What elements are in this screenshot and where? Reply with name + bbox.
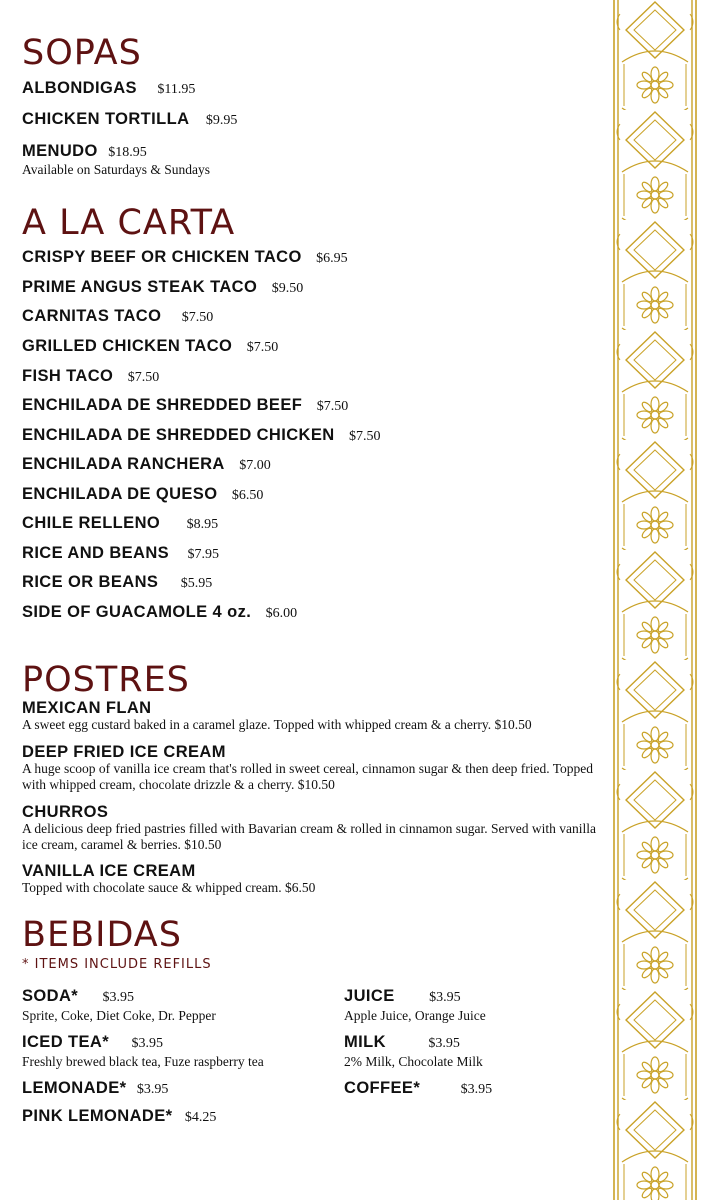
item-name: ICED TEA* bbox=[22, 1033, 110, 1051]
bebidas-subtitle: * ITEMS INCLUDE REFILLS bbox=[22, 957, 212, 972]
item-name: PINK LEMONADE* bbox=[22, 1107, 173, 1125]
menu-item bbox=[22, 366, 159, 388]
menu-item bbox=[22, 109, 237, 131]
item-note: Apple Juice, Orange Juice bbox=[344, 1008, 486, 1023]
menu-item bbox=[22, 454, 271, 476]
drink-item bbox=[22, 1106, 216, 1128]
sopas-heading: SOPAS bbox=[22, 33, 142, 73]
item-name: SODA* bbox=[22, 987, 79, 1005]
item-name: SIDE OF GUACAMOLE 4 oz. bbox=[22, 603, 252, 621]
bebidas-heading: BEBIDAS bbox=[22, 915, 182, 955]
item-name: DEEP FRIED ICE CREAM bbox=[22, 743, 226, 761]
item-price: $11.95 bbox=[157, 82, 196, 97]
menu-item bbox=[22, 572, 212, 594]
drink-item bbox=[22, 986, 134, 1008]
item-price: $8.95 bbox=[186, 517, 219, 532]
item-name: ENCHILADA DE SHREDDED CHICKEN bbox=[22, 426, 335, 444]
item-name: RICE AND BEANS bbox=[22, 544, 170, 562]
menu-item bbox=[22, 861, 196, 882]
drink-item bbox=[22, 1032, 163, 1054]
item-note: Available on Saturdays & Sundays bbox=[22, 162, 210, 177]
item-price: $3.95 bbox=[136, 1082, 169, 1097]
menu-item bbox=[22, 247, 348, 269]
item-price: $9.50 bbox=[271, 281, 304, 296]
menu-item bbox=[22, 484, 263, 506]
item-price: $3.95 bbox=[102, 990, 135, 1005]
item-price: $5.95 bbox=[180, 576, 213, 591]
item-price: $4.25 bbox=[184, 1110, 217, 1125]
item-name: ENCHILADA RANCHERA bbox=[22, 455, 225, 473]
menu-item bbox=[22, 698, 151, 719]
drink-item bbox=[344, 1078, 492, 1100]
item-price: $3.95 bbox=[428, 1036, 460, 1051]
item-note: Sprite, Coke, Diet Coke, Dr. Pepper bbox=[22, 1008, 216, 1023]
menu-item bbox=[22, 425, 381, 447]
drink-item bbox=[344, 986, 461, 1008]
menu-item bbox=[22, 602, 297, 624]
item-name: CHICKEN TORTILLA bbox=[22, 110, 190, 128]
postres-heading: POSTRES bbox=[22, 660, 190, 700]
item-price: $7.50 bbox=[349, 429, 381, 444]
item-name: CHILE RELLENO bbox=[22, 514, 161, 532]
item-price: $7.50 bbox=[246, 340, 279, 355]
menu-item bbox=[22, 395, 348, 417]
item-name: CRISPY BEEF OR CHICKEN TACO bbox=[22, 248, 302, 266]
item-price: $9.95 bbox=[205, 113, 238, 128]
item-price: $3.95 bbox=[131, 1036, 163, 1051]
item-price: $3.95 bbox=[429, 990, 461, 1005]
a-la-carta-heading: A LA CARTA bbox=[22, 203, 236, 243]
menu-item bbox=[22, 306, 213, 328]
item-name: ENCHILADA DE SHREDDED BEEF bbox=[22, 396, 303, 414]
item-name: LEMONADE* bbox=[22, 1079, 127, 1097]
menu-item bbox=[22, 78, 195, 100]
item-price: $7.00 bbox=[239, 458, 271, 473]
menu-item bbox=[22, 513, 218, 535]
item-name: VANILLA ICE CREAM bbox=[22, 862, 196, 880]
drink-item bbox=[22, 1078, 168, 1100]
item-name: FISH TACO bbox=[22, 367, 114, 385]
item-price: $7.50 bbox=[127, 370, 160, 385]
item-note: Freshly brewed black tea, Fuze raspberry tea bbox=[22, 1054, 264, 1069]
item-name: MENUDO bbox=[22, 142, 98, 160]
item-name: MILK bbox=[344, 1033, 386, 1051]
item-name: PRIME ANGUS STEAK TACO bbox=[22, 278, 258, 296]
gold-floral-border-icon bbox=[612, 0, 698, 1200]
item-price: $18.95 bbox=[108, 145, 147, 160]
item-name: ENCHILADA DE QUESO bbox=[22, 485, 218, 503]
item-price: $6.50 bbox=[231, 488, 264, 503]
item-price: $7.95 bbox=[187, 547, 220, 562]
menu-item bbox=[22, 543, 219, 565]
item-name: CHURROS bbox=[22, 803, 109, 821]
item-name: CARNITAS TACO bbox=[22, 307, 162, 325]
item-name: ALBONDIGAS bbox=[22, 79, 137, 97]
menu-item bbox=[22, 277, 303, 299]
menu-item bbox=[22, 141, 147, 163]
item-description: A sweet egg custard baked in a caramel glaze. Topped with whipped cream & a cherry. $10.50 bbox=[22, 717, 532, 732]
item-description: A huge scoop of vanilla ice cream that's rolled in sweet cereal, cinnamon sugar & then deep fried. Topped with whipped cream, chocolate drizzle & a cherry. $10.50 bbox=[22, 761, 594, 792]
menu-item bbox=[22, 742, 226, 763]
item-price: $6.00 bbox=[265, 606, 298, 621]
item-note: 2% Milk, Chocolate Milk bbox=[344, 1054, 483, 1069]
item-price: $3.95 bbox=[460, 1082, 493, 1097]
item-description: Topped with chocolate sauce & whipped cream. $6.50 bbox=[22, 880, 316, 895]
item-price: $7.50 bbox=[316, 399, 349, 414]
item-name: JUICE bbox=[344, 987, 395, 1005]
item-name: COFFEE* bbox=[344, 1079, 421, 1097]
menu-item bbox=[22, 802, 108, 823]
item-price: $7.50 bbox=[181, 310, 214, 325]
item-name: MEXICAN FLAN bbox=[22, 699, 152, 717]
menu-item bbox=[22, 336, 278, 358]
item-name: GRILLED CHICKEN TACO bbox=[22, 337, 233, 355]
item-name: RICE OR BEANS bbox=[22, 573, 159, 591]
item-price: $6.95 bbox=[316, 251, 348, 266]
item-description: A delicious deep fried pastries filled with Bavarian cream & rolled in cinnamon sugar. Served with vanilla ice cream, caramel & berries. $10.50 bbox=[22, 821, 596, 852]
drink-item bbox=[344, 1032, 460, 1054]
